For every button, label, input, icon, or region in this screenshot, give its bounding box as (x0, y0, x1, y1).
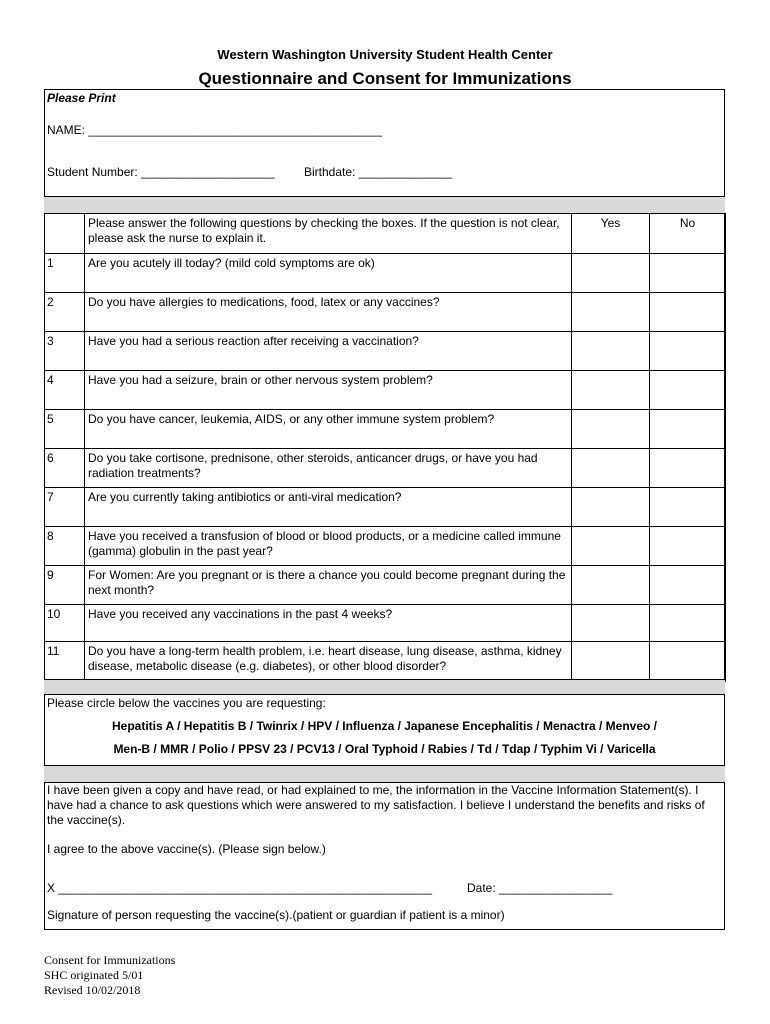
org-heading: Western Washington University Student Health Center (217, 47, 553, 62)
yes-checkbox[interactable] (572, 293, 650, 332)
no-checkbox[interactable] (650, 254, 726, 293)
question-text: Have you received any vaccinations in the past 4 weeks? (85, 605, 572, 642)
question-number: 10 (45, 605, 85, 642)
table-row (45, 605, 726, 642)
no-checkbox[interactable] (650, 642, 726, 682)
form-title: Questionnaire and Consent for Immunizations (198, 69, 572, 88)
table-row (45, 254, 726, 293)
table-row (45, 527, 726, 566)
agree-statement: I agree to the above vaccine(s). (Please sign below.) (47, 842, 326, 856)
section-divider-1 (44, 196, 725, 214)
no-checkbox[interactable] (650, 332, 726, 371)
question-text: Do you take cortisone, prednisone, other steroids, anticancer drugs, or have you had radiation treatments? (85, 449, 572, 488)
please-print-label: Please Print (47, 91, 116, 105)
yes-checkbox[interactable] (572, 449, 650, 488)
table-row (45, 488, 726, 527)
signature-field[interactable]: X ________________________________________________________ (47, 881, 433, 895)
table-row (45, 332, 726, 371)
no-checkbox[interactable] (650, 527, 726, 566)
no-checkbox[interactable] (650, 410, 726, 449)
question-text: Do you have allergies to medications, food, latex or any vaccines? (85, 293, 572, 332)
header-num-cell (45, 214, 85, 254)
question-number: 6 (45, 449, 85, 488)
question-text: For Women: Are you pregnant or is there a chance you could become pregnant during the next month? (85, 566, 572, 605)
instruction-cell: Please answer the following questions by checking the boxes. If the question is not clear, please ask the nurse to explain it. (85, 214, 572, 254)
question-text: Have you had a serious reaction after receiving a vaccination? (85, 332, 572, 371)
question-number: 2 (45, 293, 85, 332)
table-row (45, 449, 726, 488)
no-checkbox[interactable] (650, 488, 726, 527)
no-checkbox[interactable] (650, 293, 726, 332)
question-text: Are you acutely ill today? (mild cold symptoms are ok) (85, 254, 572, 293)
footer-originated: SHC originated 5/01 (44, 968, 144, 982)
name-field[interactable]: NAME: ____________________________________________ (47, 123, 382, 137)
question-number: 7 (45, 488, 85, 527)
no-checkbox[interactable] (650, 566, 726, 605)
yes-checkbox[interactable] (572, 488, 650, 527)
question-number: 4 (45, 371, 85, 410)
footer-revised: Revised 10/02/2018 (44, 983, 141, 997)
no-checkbox[interactable] (650, 371, 726, 410)
section-divider-2 (44, 679, 725, 695)
yes-checkbox[interactable] (572, 642, 650, 682)
question-number: 3 (45, 332, 85, 371)
date-field[interactable]: Date: _________________ (467, 881, 613, 895)
yes-checkbox[interactable] (572, 527, 650, 566)
no-checkbox[interactable] (650, 449, 726, 488)
table-row (45, 293, 726, 332)
questionnaire-table (44, 213, 726, 682)
yes-checkbox[interactable] (572, 605, 650, 642)
vaccine-list-line-2[interactable]: Men-B / MMR / Polio / PPSV 23 / PCV13 / Oral Typhoid / Rabies / Td / Tdap / Typhim Vi / Varicella (113, 742, 656, 756)
question-text: Have you had a seizure, brain or other nervous system problem? (85, 371, 572, 410)
yes-checkbox[interactable] (572, 410, 650, 449)
vaccine-prompt: Please circle below the vaccines you are requesting: (47, 696, 326, 710)
no-column-header: No (650, 214, 726, 254)
yes-checkbox[interactable] (572, 254, 650, 293)
yes-checkbox[interactable] (572, 371, 650, 410)
signature-caption: Signature of person requesting the vaccine(s).(patient or guardian if patient is a minor) (47, 908, 505, 922)
vaccine-list-line-1[interactable]: Hepatitis A / Hepatitis B / Twinrix / HPV / Influenza / Japanese Encephalitis / Menactra / Menveo / (111, 719, 658, 733)
question-number: 5 (45, 410, 85, 449)
birthdate-field[interactable]: Birthdate: ______________ (304, 165, 453, 179)
question-text: Do you have a long-term health problem, i.e. heart disease, lung disease, asthma, kidney disease, metabolic disease (e.g. diabetes), or other blood disorder? (85, 642, 572, 682)
yes-checkbox[interactable] (572, 566, 650, 605)
question-number: 8 (45, 527, 85, 566)
question-number: 9 (45, 566, 85, 605)
yes-checkbox[interactable] (572, 332, 650, 371)
footer-form-name: Consent for Immunizations (44, 953, 176, 967)
question-number: 11 (45, 642, 85, 682)
footer (44, 953, 175, 998)
question-text: Do you have cancer, leukemia, AIDS, or any other immune system problem? (85, 410, 572, 449)
table-row (45, 410, 726, 449)
yes-column-header: Yes (572, 214, 650, 254)
table-row (45, 642, 726, 682)
table-header-row (45, 214, 726, 254)
question-number: 1 (45, 254, 85, 293)
section-divider-3 (44, 765, 725, 783)
consent-statement: I have been given a copy and have read, or had explained to me, the information in the Vaccine Information Statement(s). I have had a chance to ask questions which were answered to my satisfaction. I believe I understand the benefits and risks of the vaccine(s). (47, 783, 705, 827)
question-text: Have you received a transfusion of blood or blood products, or a medicine called immune (gamma) globulin in the past year? (85, 527, 572, 566)
student-number-field[interactable]: Student Number: ____________________ (47, 165, 275, 179)
table-row (45, 566, 726, 605)
no-checkbox[interactable] (650, 605, 726, 642)
question-text: Are you currently taking antibiotics or anti-viral medication? (85, 488, 572, 527)
table-row (45, 371, 726, 410)
